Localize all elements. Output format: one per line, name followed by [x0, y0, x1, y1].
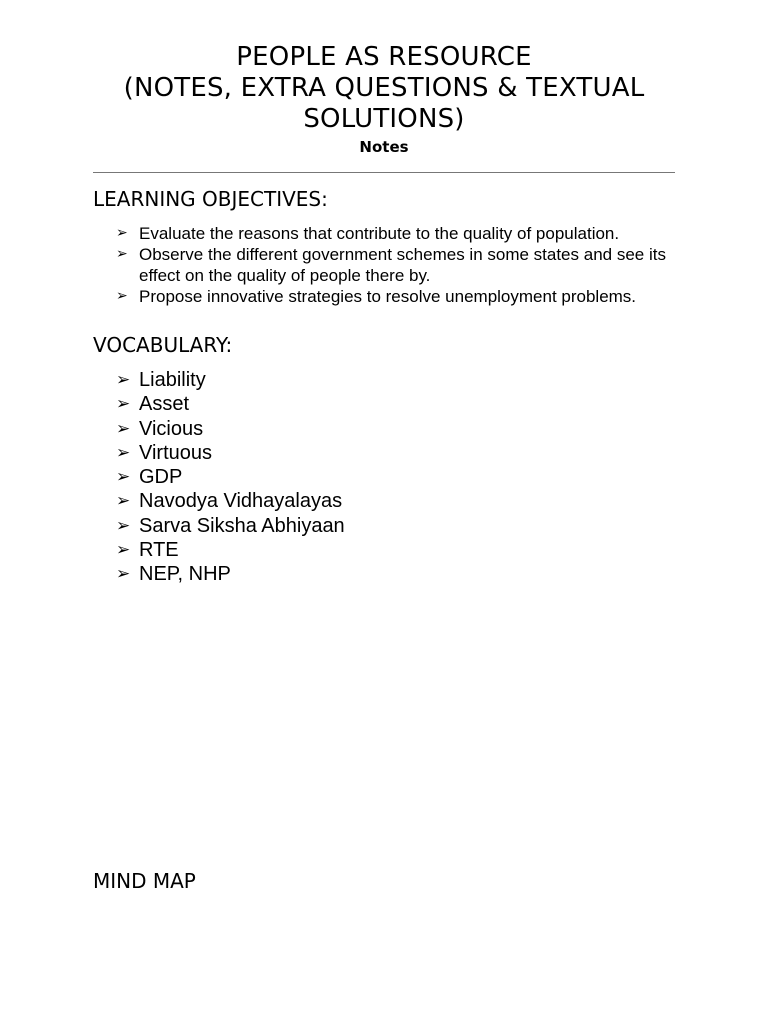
vocabulary-term: NEP, NHP	[139, 563, 231, 586]
vocabulary-term: Liability	[139, 369, 206, 391]
page-title-line-2: (NOTES, EXTRA QUESTIONS & TEXTUAL	[123, 73, 645, 103]
list-item	[116, 514, 345, 538]
list-item	[116, 417, 345, 441]
list-item	[116, 392, 345, 416]
horizontal-divider	[93, 172, 675, 173]
title-block	[60, 42, 708, 157]
arrowhead-bullet-icon: ➢	[116, 246, 128, 262]
vocabulary-term: Virtuous	[139, 441, 213, 464]
vocabulary-term: Sarva Siksha Abhiyaan	[139, 514, 345, 537]
list-item	[116, 244, 699, 286]
vocabulary-term: RTE	[139, 539, 179, 562]
arrowhead-bullet-icon: ➢	[116, 491, 131, 512]
objective-text: Observe the different government schemes in some states and see its effect on the quality of people there by.	[139, 245, 666, 285]
mind-map-heading: MIND MAP	[93, 869, 196, 893]
list-item	[116, 538, 345, 562]
list-item	[116, 223, 699, 244]
vocabulary-term: Asset	[139, 393, 190, 416]
vocabulary-list	[116, 368, 345, 587]
arrowhead-bullet-icon: ➢	[116, 467, 131, 488]
page-title-line-1: PEOPLE AS RESOURCE	[236, 42, 532, 72]
list-item	[116, 368, 345, 392]
arrowhead-bullet-icon: ➢	[116, 442, 131, 463]
vocabulary-heading: VOCABULARY:	[93, 333, 233, 357]
list-item	[116, 441, 345, 465]
arrowhead-bullet-icon: ➢	[116, 370, 131, 390]
vocabulary-term: GDP	[139, 466, 183, 489]
list-item	[116, 489, 345, 513]
arrowhead-bullet-icon: ➢	[116, 394, 131, 415]
arrowhead-bullet-icon: ➢	[116, 418, 131, 439]
objective-text: Evaluate the reasons that contribute to the quality of population.	[139, 224, 620, 243]
arrowhead-bullet-icon: ➢	[116, 225, 128, 241]
list-item	[116, 465, 345, 489]
arrowhead-bullet-icon: ➢	[116, 564, 131, 585]
vocabulary-term: Vicious	[139, 417, 204, 440]
page-title-line-3: SOLUTIONS)	[303, 104, 465, 134]
learning-objectives-list	[116, 223, 699, 307]
learning-objectives-heading: LEARNING OBJECTIVES:	[93, 187, 328, 211]
objective-text: Propose innovative strategies to resolve unemployment problems.	[139, 287, 637, 306]
page-subtitle: Notes	[359, 138, 409, 156]
arrowhead-bullet-icon: ➢	[116, 288, 128, 304]
arrowhead-bullet-icon: ➢	[116, 540, 131, 561]
vocabulary-term: Navodya Vidhayalayas	[139, 490, 343, 513]
list-item	[116, 286, 699, 307]
arrowhead-bullet-icon: ➢	[116, 515, 131, 536]
list-item	[116, 562, 345, 586]
